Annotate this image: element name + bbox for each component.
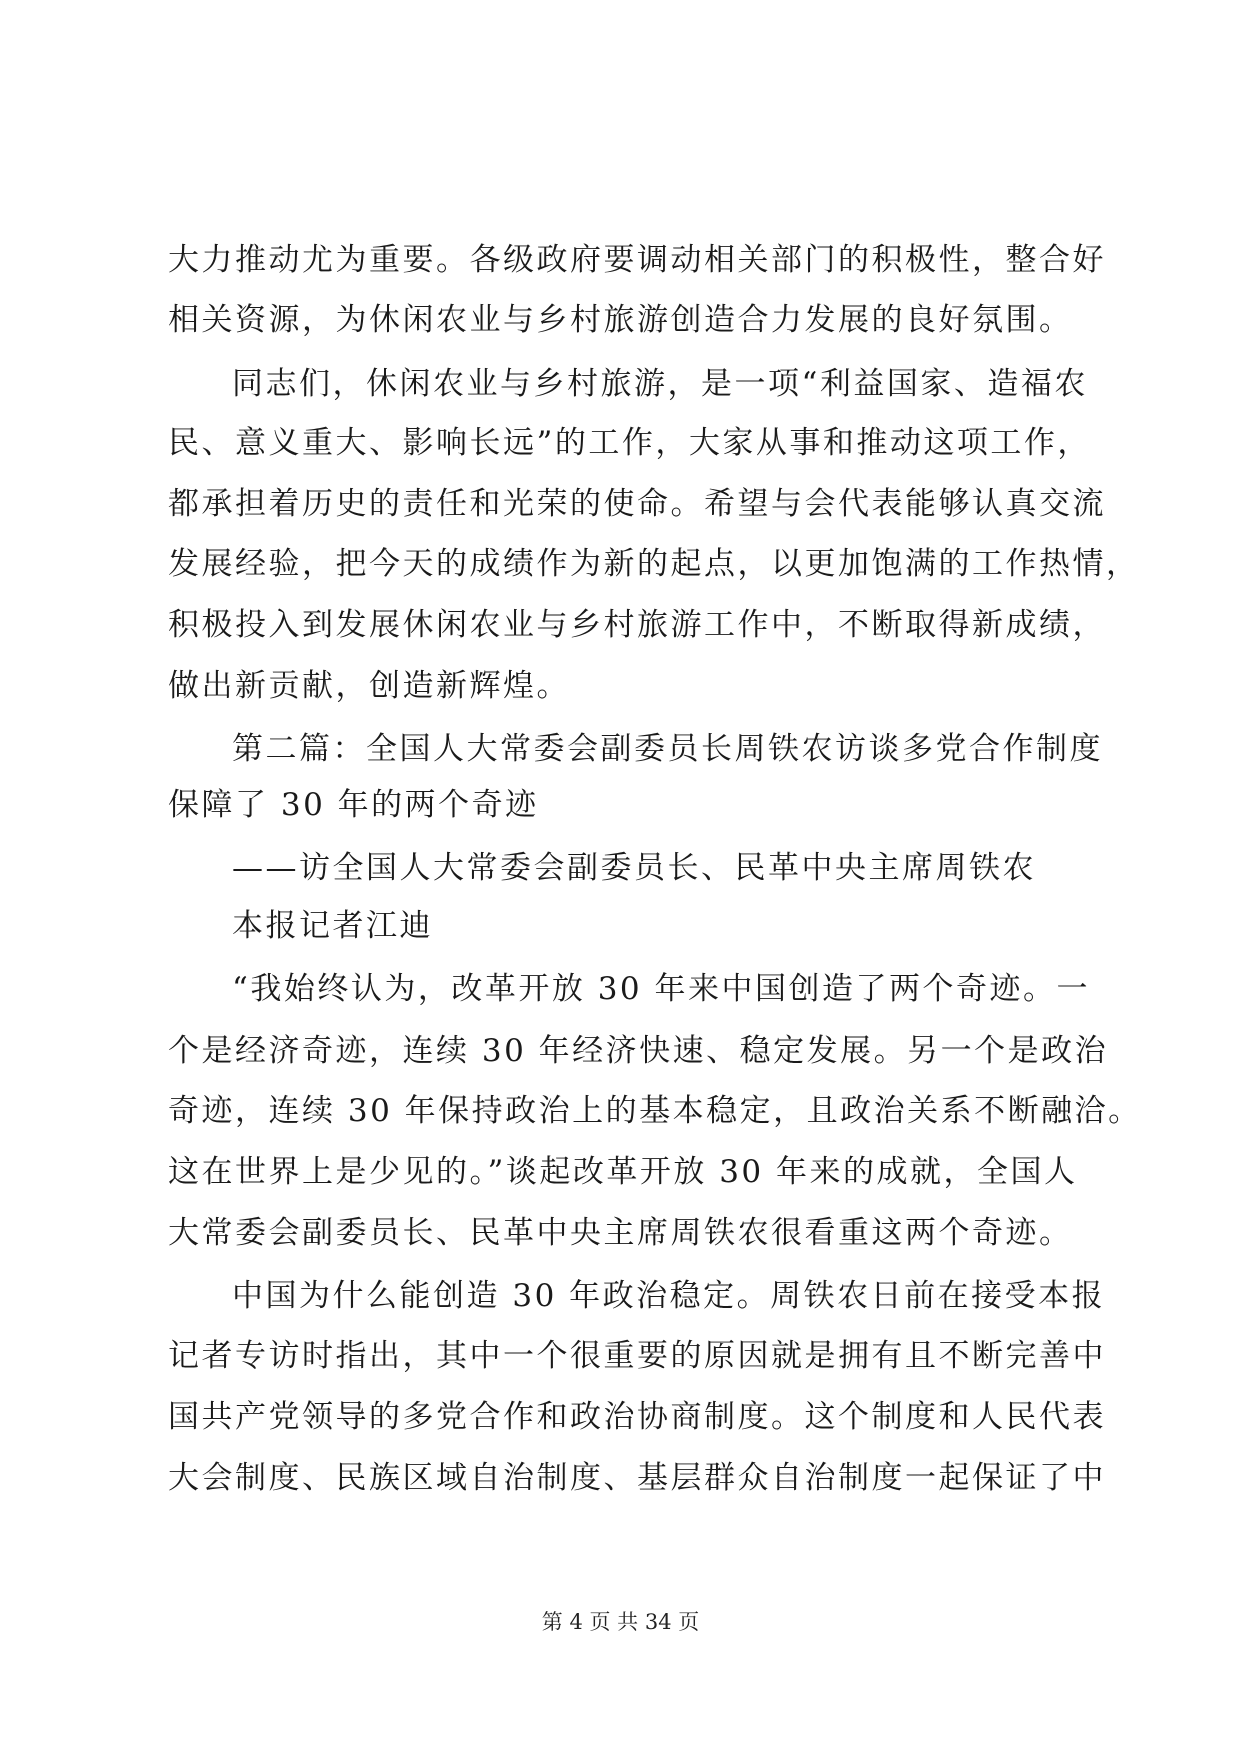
text-line: 发展经验，把今天的成绩作为新的起点，以更加饱满的工作热情， <box>168 546 1140 582</box>
text-line: “我始终认为，改革开放 30 年来中国创造了两个奇迹。一 <box>232 971 1090 1007</box>
section-title-line: 第二篇：全国人大常委会副委员长周铁农访谈多党合作制度 <box>232 731 1103 767</box>
text-line: 积极投入到发展休闲农业与乡村旅游工作中，不断取得新成绩， <box>168 607 1106 643</box>
text-line: 这在世界上是少见的。”谈起改革开放 30 年来的成就，全国人 <box>168 1154 1078 1190</box>
section-title-line: 保障了 30 年的两个奇迹 <box>168 787 539 823</box>
text-line: 大力推动尤为重要。各级政府要调动相关部门的积极性，整合好 <box>168 242 1106 278</box>
text-line: 个是经济奇迹，连续 30 年经济快速、稳定发展。另一个是政治 <box>168 1033 1109 1069</box>
text-line: 记者专访时指出，其中一个很重要的原因就是拥有且不断完善中 <box>168 1338 1106 1374</box>
text-line: 大会制度、民族区域自治制度、基层群众自治制度一起保证了中 <box>168 1460 1106 1496</box>
text-line: 民、意义重大、影响长远”的工作，大家从事和推动这项工作， <box>168 425 1091 461</box>
text-line: 大常委会副委员长、民革中央主席周铁农很看重这两个奇迹。 <box>168 1215 1073 1251</box>
text-line: 做出新贡献，创造新辉煌。 <box>168 668 570 704</box>
text-line: 都承担着历史的责任和光荣的使命。希望与会代表能够认真交流 <box>168 486 1106 522</box>
text-line: 同志们，休闲农业与乡村旅游，是一项“利益国家、造福农 <box>232 366 1088 402</box>
text-line: 奇迹，连续 30 年保持政治上的基本稳定，且政治关系不断融洽。 <box>168 1093 1142 1129</box>
subtitle-line: ——访全国人大常委会副委员长、民革中央主席周铁农 <box>232 850 1036 886</box>
text-line: 中国为什么能创造 30 年政治稳定。周铁农日前在接受本报 <box>232 1278 1106 1314</box>
text-line: 相关资源，为休闲农业与乡村旅游创造合力发展的良好氛围。 <box>168 302 1073 338</box>
byline: 本报记者江迪 <box>232 908 433 944</box>
page-footer: 第 4 页 共 34 页 <box>541 1610 700 1634</box>
text-line: 国共产党领导的多党合作和政治协商制度。这个制度和人民代表 <box>168 1399 1106 1435</box>
